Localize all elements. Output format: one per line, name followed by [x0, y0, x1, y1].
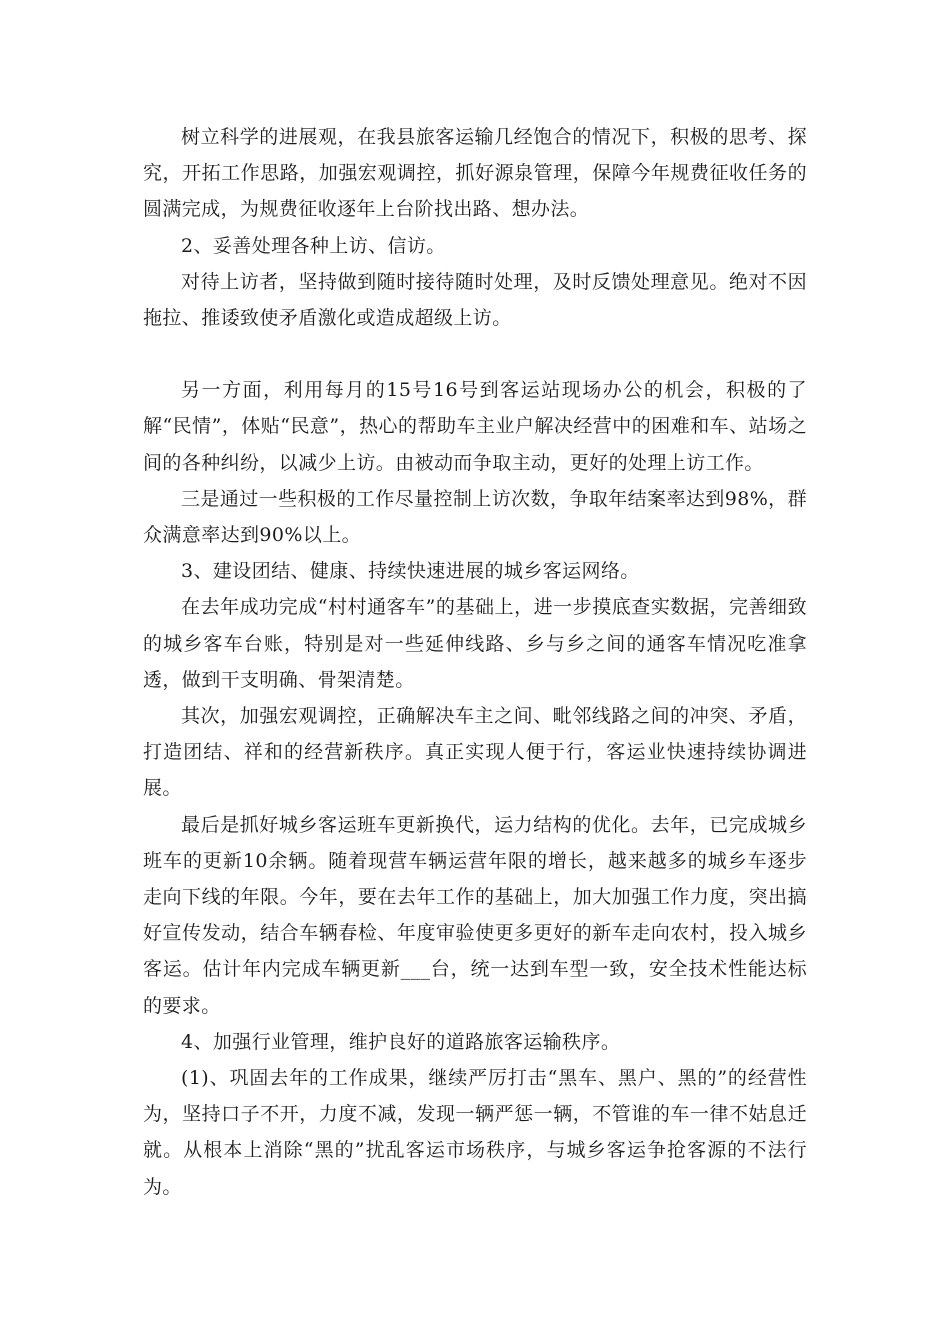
paragraph-3: 对待上访者，坚持做到随时接待随时处理，及时反馈处理意见。绝对不因拖拉、推诿致使矛盾激化或造成超级上访。	[143, 270, 807, 330]
paragraph-1: 树立科学的进展观，在我县旅客运输几经饱合的情况下，积极的思考、探究，开拓工作思路，加强宏观调控，抓好源泉管理，保障今年规费征收任务的圆满完成，为规费征收逐年上台阶找出路、想办法。	[143, 126, 807, 221]
section-heading-2: 2、妥善处理各种上访、信访。	[181, 234, 446, 257]
section-heading-4: 4、加强行业管理，维护良好的道路旅客运输秩序。	[181, 1030, 621, 1053]
section-heading-3: 3、建设团结、健康、持续快速进展的城乡客运网络。	[181, 560, 640, 583]
paragraph-11: (1)、巩固去年的工作成果，继续严厉打击“黑车、黑户、黑的”的经营性为，坚持口子不开，力度不减，发现一辆严惩一辆，不管谁的车一律不姑息迁就。从根本上消除“黑的”扰乱客运市场秩序，与城乡客运争抢客源的不法行为。	[143, 1067, 807, 1198]
paragraph-9: 最后是抓好城乡客运班车更新换代，运力结构的优化。去年，已完成城乡班车的更新10余辆。随着现营车辆运营年限的增长，越来越多的城乡车逐步走向下线的年限。今年，要在去年工作的基础上，加大加强工作力度，突出搞好宣传发动，结合车辆春检、年度审验使更多更好的新车走向农村，投入城乡客运。估计年内完成车辆更新___台，统一达到车型一致，安全技术性能达标的要求。	[143, 813, 807, 1017]
paragraph-4: 另一方面，利用每月的15号16号到客运站现场办公的机会，积极的了解“民情”，体贴“民意”，热心的帮助车主业户解决经营中的困难和车、站场之间的各种纠纷，以减少上访。由被动而争取主动，更好的处理上访工作。	[143, 379, 807, 474]
paragraph-7: 在去年成功完成“村村通客车”的基础上，进一步摸底查实数据，完善细致的城乡客车台账，特别是对一些延伸线路、乡与乡之间的通客车情况吃准拿透，做到干支明确、骨架清楚。	[143, 596, 807, 691]
paragraph-5: 三是通过一些积极的工作尽量控制上访次数，争取年结案率达到98%，群众满意率达到90%以上。	[143, 487, 807, 547]
paragraph-8: 其次，加强宏观调控，正确解决车主之间、毗邻线路之间的冲突、矛盾，打造团结、祥和的经营新秩序。真正实现人便于行，客运业快速持续协调进展。	[143, 705, 807, 800]
document-body	[143, 119, 807, 1205]
